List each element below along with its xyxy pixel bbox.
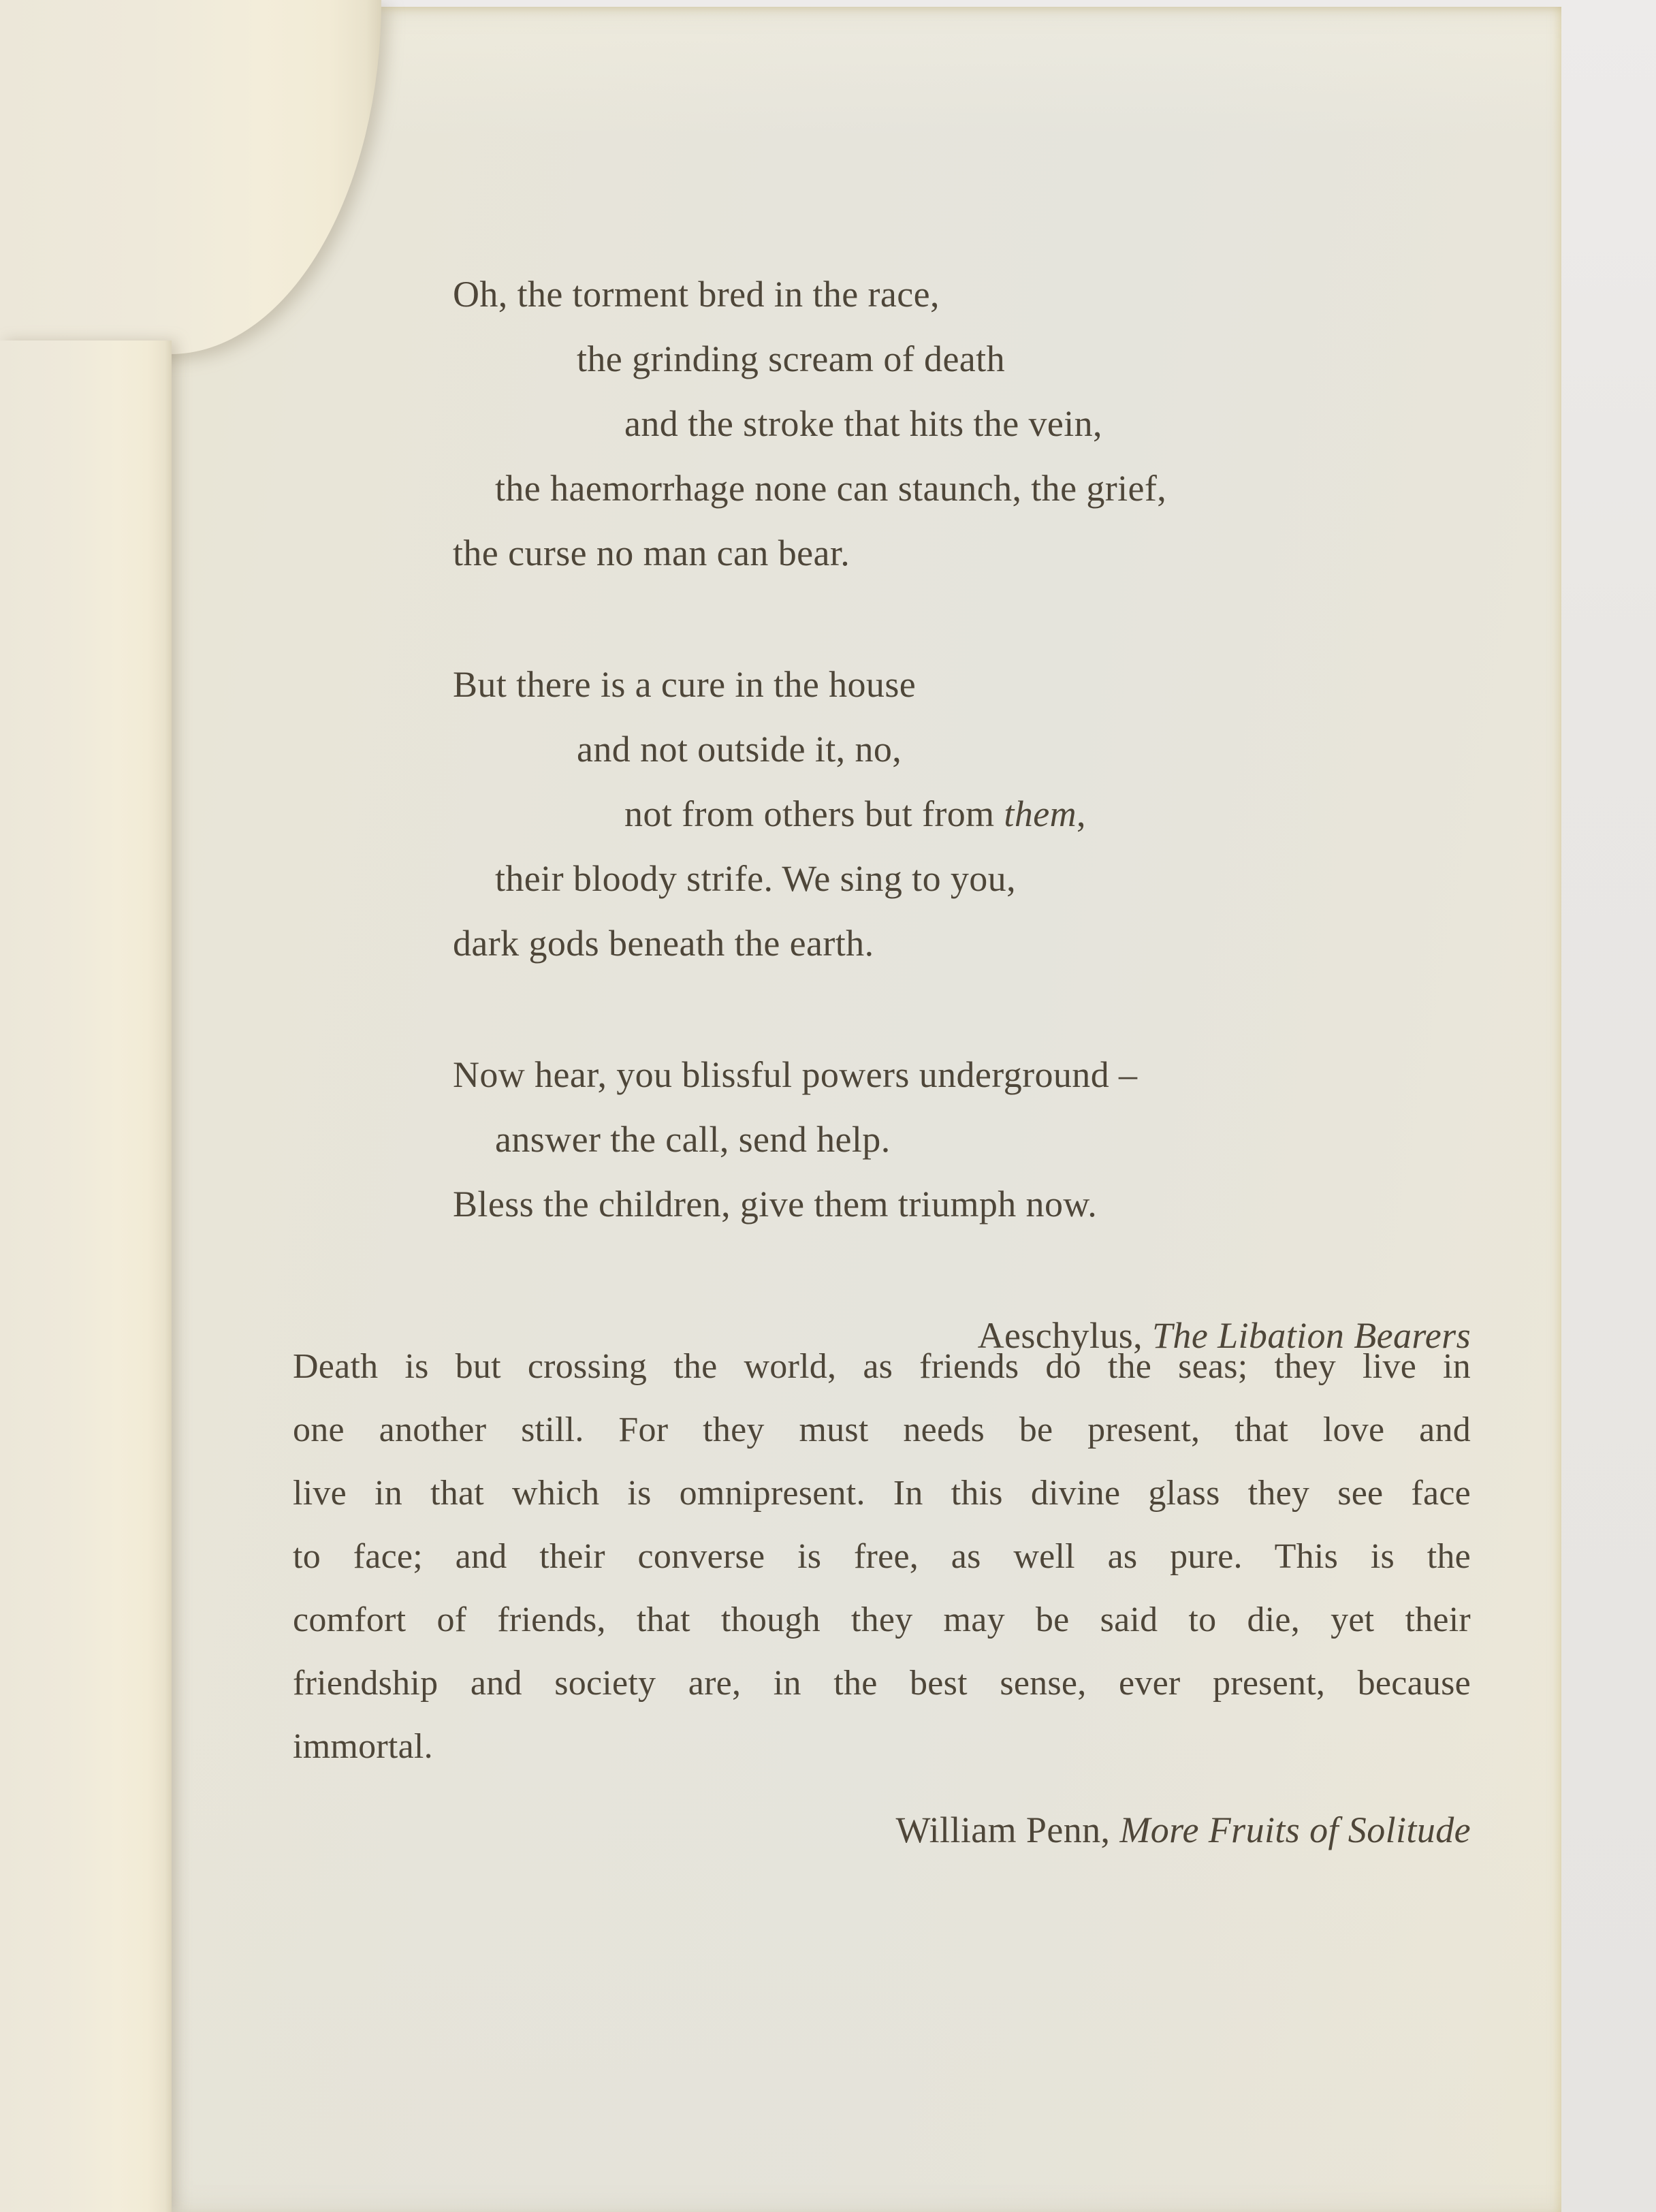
poem-line xyxy=(624,782,1471,847)
prose-line: comfort of friends, that though they may be said to die, yet their xyxy=(293,1600,1471,1639)
penn-attribution xyxy=(293,1798,1471,1863)
prose-line: immortal. xyxy=(293,1727,433,1766)
poem-line: the haemorrhage none can staunch, the grief, xyxy=(495,468,1167,509)
book-page xyxy=(136,7,1561,2212)
poem-line-fragment: not from others but from xyxy=(624,793,1004,834)
poem-line-fragment: , xyxy=(1077,793,1086,834)
poem-line: Now hear, you blissful powers underground – xyxy=(453,1054,1138,1095)
prose-line: to face; and their converse is free, as well as pure. This is the xyxy=(293,1537,1471,1576)
prose-line: live in that which is omnipresent. In this divine glass they see face xyxy=(293,1474,1471,1513)
turned-page-edge xyxy=(0,341,172,2212)
poem-line: and not outside it, no, xyxy=(577,729,902,770)
aeschylus-epigraph xyxy=(453,262,1471,1368)
poem-line: and the stroke that hits the vein, xyxy=(624,403,1102,444)
prose-line: one another still. For they must needs be present, that love and xyxy=(293,1410,1471,1449)
poem-line: dark gods beneath the earth. xyxy=(453,923,874,964)
poem-line-italic-word: them xyxy=(1004,793,1077,834)
poem-stanza-2 xyxy=(453,652,1471,976)
attribution-author: Aeschylus, xyxy=(977,1315,1152,1356)
poem-line: their bloody strife. We sing to you, xyxy=(495,858,1016,899)
penn-epigraph xyxy=(293,1335,1471,1778)
poem-line: But there is a cure in the house xyxy=(453,664,917,705)
poem-stanza-1 xyxy=(453,262,1471,586)
poem-line: answer the call, send help. xyxy=(495,1119,891,1160)
poem-line: Oh, the torment bred in the race, xyxy=(453,274,940,315)
poem-line: the curse no man can bear. xyxy=(453,533,850,573)
prose-line: Death is but crossing the world, as friends do the seas; they live in xyxy=(293,1347,1471,1386)
prose-line: friendship and society are, in the best sense, ever present, because xyxy=(293,1664,1471,1703)
attribution-work-title: The Libation Bearers xyxy=(1151,1315,1471,1356)
attribution-author: William Penn, xyxy=(895,1810,1120,1850)
poem-line: Bless the children, give them triumph now. xyxy=(453,1184,1098,1224)
attribution-work-title: More Fruits of Solitude xyxy=(1119,1810,1471,1850)
poem-line: the grinding scream of death xyxy=(577,338,1005,379)
poem-stanza-3 xyxy=(453,1043,1471,1237)
